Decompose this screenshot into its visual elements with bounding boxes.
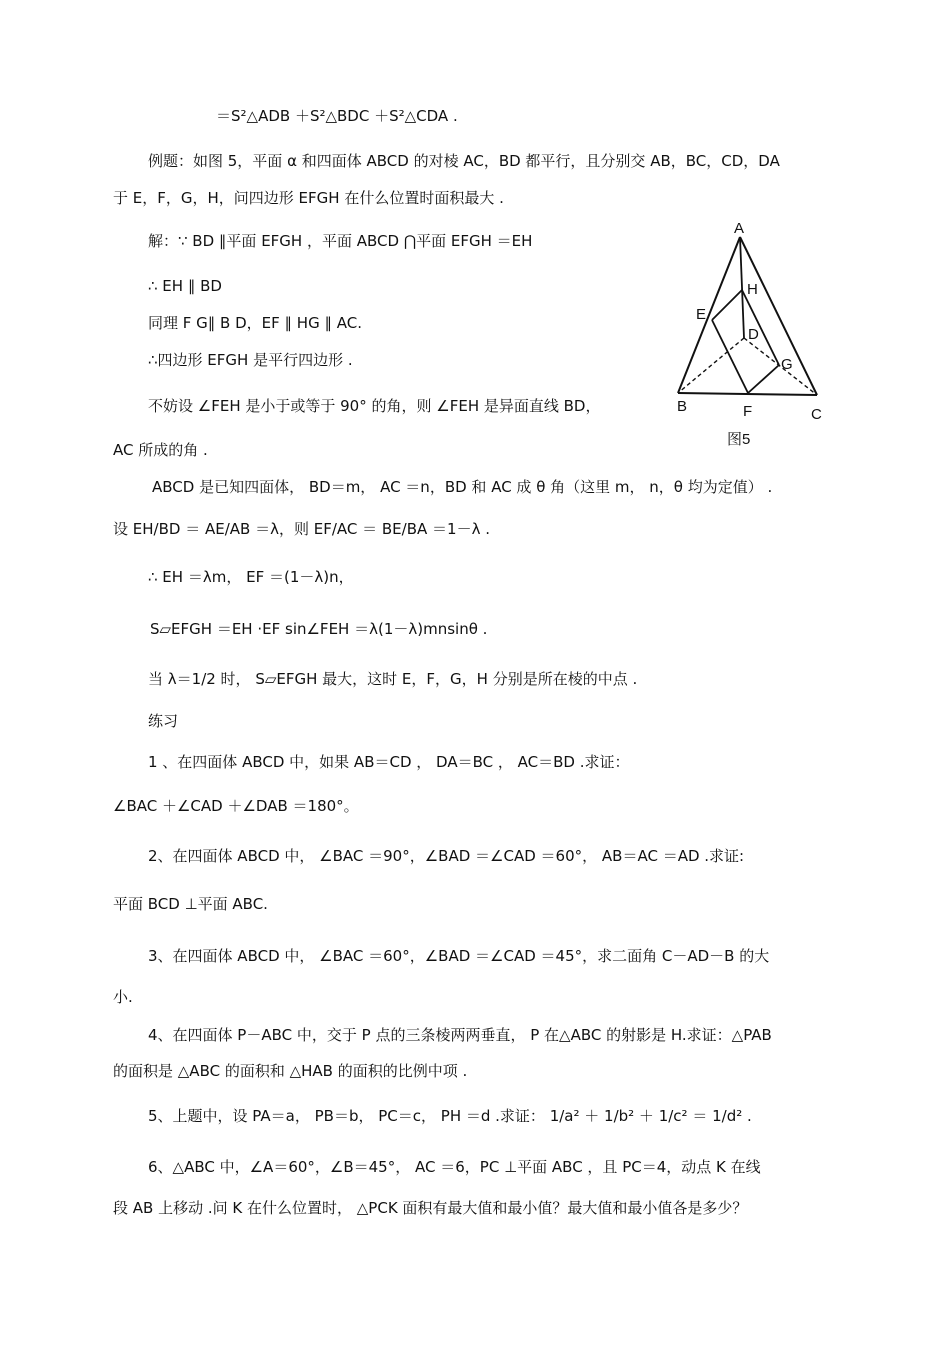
tetrahedron-diagram [660,215,835,455]
edge-ac [740,237,817,395]
exercise-heading: 练习 [148,712,179,730]
label-f: F [743,403,753,420]
solution-line-3: 同理 F G∥ B D，EF ∥ HG ∥ AC. [148,314,362,332]
solution-line-7: ABCD 是已知四面体， BD＝m， AC ＝n，BD 和 AC 成 θ 角（这里 m， n，θ 均为定值） . [152,478,773,496]
label-e: E [696,306,707,323]
solution-line-2: ∴ EH ∥ BD [148,277,222,295]
eh-ef-line: ∴ EH ＝λm， EF ＝(1－λ)n， [148,568,354,586]
exercise-2-line-2: 平面 BCD ⊥平面 ABC. [113,895,268,913]
segment-fg [748,365,779,393]
solution-line-1: 解：∵ BD ∥平面 EFGH ，平面 ABCD ⋂平面 EFGH ＝EH [148,232,533,250]
label-c: C [811,406,822,423]
label-d: D [748,326,759,343]
area-formula-line: S▱EFGH ＝EH ·EF sin∠FEH ＝λ(1－λ)mnsinθ . [150,620,488,638]
label-h: H [747,281,758,298]
solution-line-4: ∴四边形 EFGH 是平行四边形 . [148,351,353,369]
exercise-5-line: 5、上题中，设 PA＝a， PB＝b， PC＝c， PH ＝d .求证： 1/a² ＋ 1/b² ＋ 1/c² ＝ 1/d² . [148,1107,752,1125]
formula-sum-of-squares: ＝S²△ADB ＋S²△BDC ＋S²△CDA . [216,107,458,125]
exercise-6-line-2: 段 AB 上移动 .问 K 在什么位置时， △PCK 面积有最大值和最小值？最大值和最小值各是多少？ [113,1199,748,1217]
exercise-3-line-2: 小. [113,988,133,1006]
label-g: G [781,356,793,373]
exercise-1-line-1: 1 、在四面体 ABCD 中，如果 AB＝CD ， DA＝BC ， AC＝BD .求证： [148,753,630,771]
solution-line-6: AC 所成的角 . [113,441,208,459]
max-area-line: 当 λ＝1/2 时， S▱EFGH 最大，这时 E，F，G，H 分别是所在棱的中点 . [148,670,638,688]
tetrahedron-figure [660,215,835,455]
solution-line-5: 不妨设 ∠FEH 是小于或等于 90° 的角，则 ∠FEH 是异面直线 BD， [148,397,601,415]
exercise-2-line-1: 2、在四面体 ABCD 中， ∠BAC ＝90°，∠BAD ＝∠CAD ＝60°， AB＝AC ＝AD .求证: [148,847,745,865]
edge-ab [678,237,740,393]
exercise-6-line-1: 6、△ABC 中，∠A＝60°，∠B＝45°， AC ＝6，PC ⊥平面 ABC ，且 PC＝4，动点 K 在线 [148,1158,761,1176]
exercise-4-line-2: 的面积是 △ABC 的面积和 △HAB 的面积的比例中项 . [113,1062,468,1080]
label-a: A [734,220,745,237]
exercise-1-line-2: ∠BAC ＋∠CAD ＋∠DAB ＝180°。 [113,797,359,815]
segment-ef [712,320,748,393]
exercise-4-line-1: 4、在四面体 P－ABC 中，交于 P 点的三条棱两两垂直， P 在△ABC 的射影是 H.求证：△PAB [148,1026,772,1044]
example-statement-line-2: 于 E，F，G，H，问四边形 EFGH 在什么位置时面积最大 . [113,189,504,207]
edge-bc [678,393,817,395]
figure-caption: 图5 [727,431,751,448]
exercise-3-line-1: 3、在四面体 ABCD 中， ∠BAC ＝60°，∠BAD ＝∠CAD ＝45°，求二面角 C－AD－B 的大 [148,947,770,965]
ratio-setup-line: 设 EH/BD ＝ AE/AB ＝λ，则 EF/AC ＝ BE/BA ＝1－λ . [113,520,490,538]
example-statement-line-1: 例题：如图 5，平面 α 和四面体 ABCD 的对棱 AC，BD 都平行，且分别交 AB，BC，CD，DA [148,152,780,170]
edge-ad [740,237,744,338]
label-b: B [677,398,688,415]
